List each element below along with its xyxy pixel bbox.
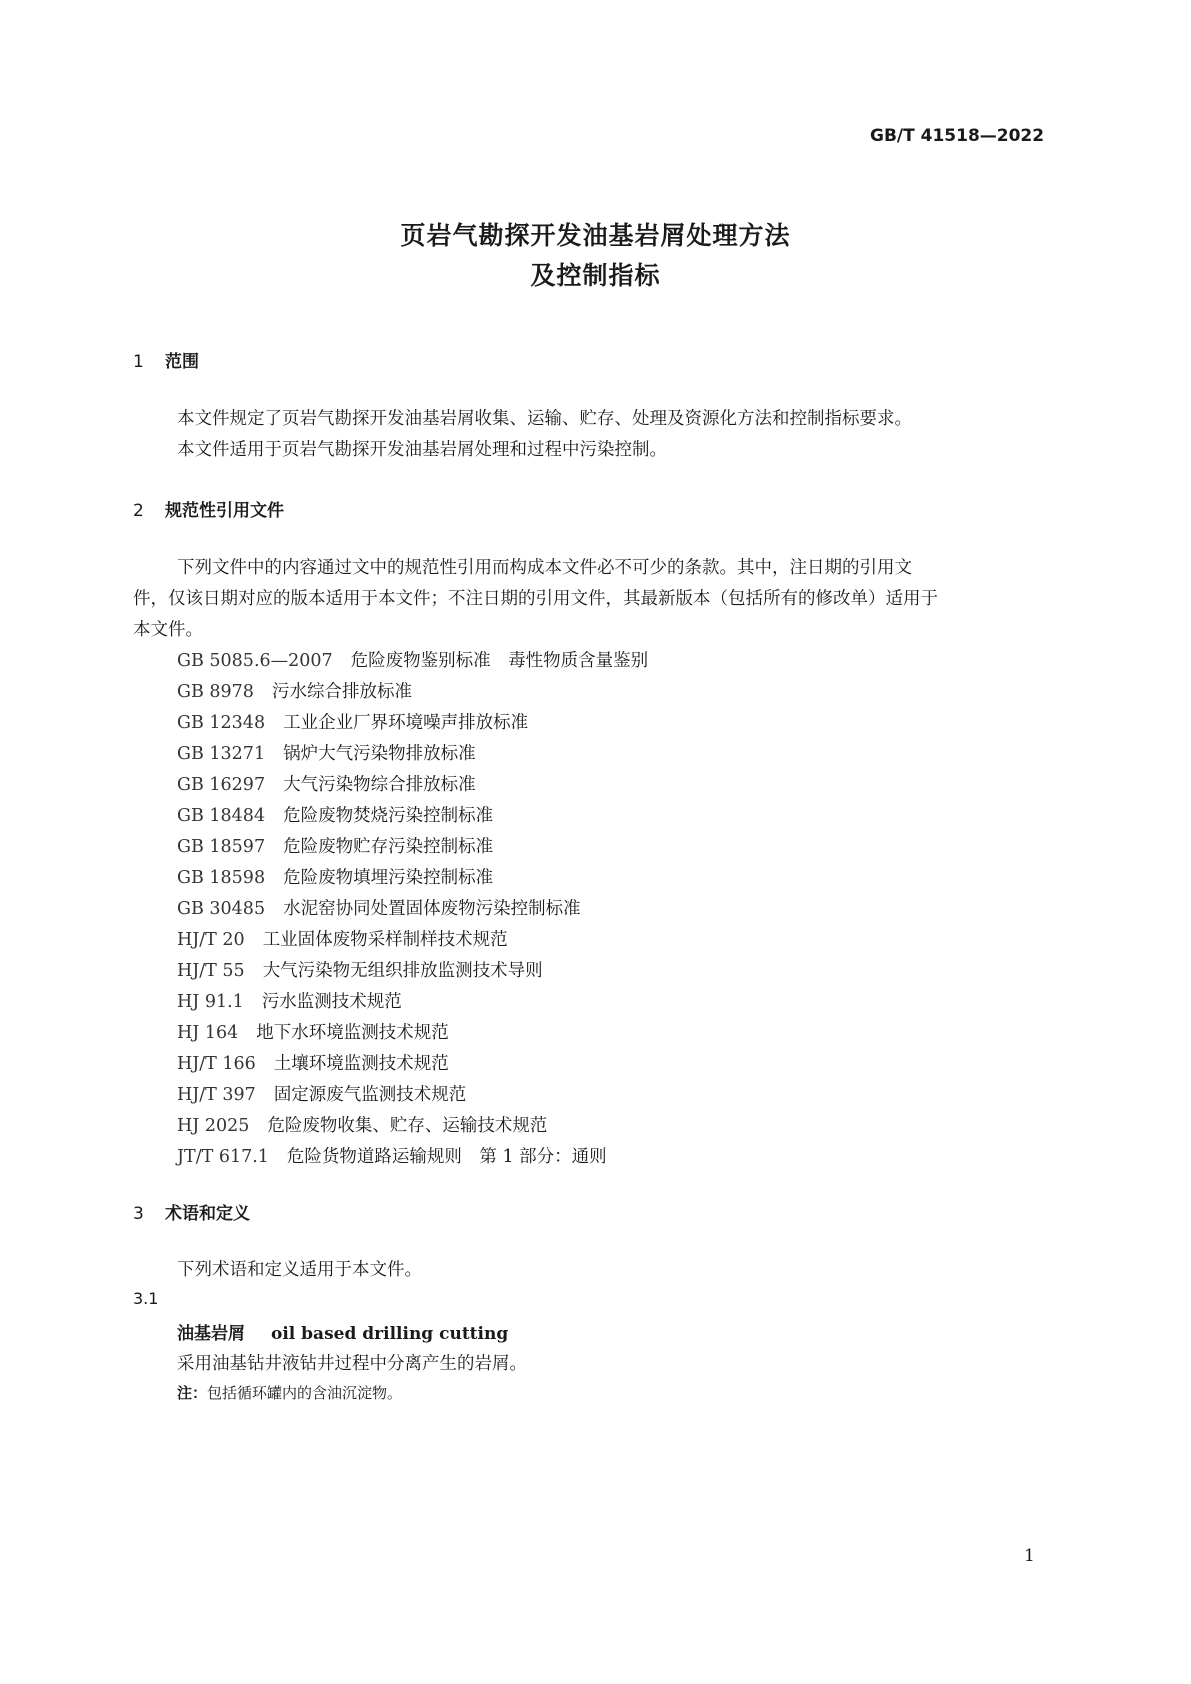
- reference-code: GB 18597: [177, 837, 266, 857]
- reference-code: GB 5085.6—2007: [177, 651, 333, 671]
- reference-code: GB 30485: [177, 899, 266, 919]
- term-name: [177, 1319, 508, 1344]
- section-2-intro-line-3: 本文件。: [133, 620, 203, 640]
- reference-code: GB 8978: [177, 682, 254, 702]
- note-text: 包括循环罐内的含油沉淀物。: [207, 1384, 403, 1402]
- section-title: 规范性引用文件: [165, 501, 284, 521]
- reference-item: [177, 926, 508, 951]
- reference-title: 污水综合排放标准: [271, 682, 412, 702]
- reference-item: [177, 740, 476, 765]
- reference-item: [177, 988, 402, 1013]
- reference-item: [177, 1112, 547, 1137]
- reference-title: 工业固体废物采样制样技术规范: [262, 930, 508, 950]
- reference-title: 污水监测技术规范: [261, 992, 402, 1012]
- reference-item: [177, 709, 528, 734]
- reference-title: 大气污染物无组织排放监测技术导则: [262, 961, 543, 981]
- document-title-line-2: 及控制指标: [530, 261, 661, 290]
- reference-code: GB 12348: [177, 713, 266, 733]
- reference-item: [177, 1050, 449, 1075]
- reference-title: 土壤环境监测技术规范: [273, 1054, 449, 1074]
- reference-title: 大气污染物综合排放标准: [283, 775, 476, 795]
- reference-item: [177, 864, 493, 889]
- reference-title: 危险废物焚烧污染控制标准: [283, 806, 494, 826]
- reference-title: 危险废物鉴别标准 毒性物质含量鉴别: [350, 651, 649, 671]
- reference-title: 危险废物贮存污染控制标准: [283, 837, 494, 857]
- section-number: 3: [133, 1204, 144, 1224]
- reference-code: HJ/T 20: [177, 930, 245, 950]
- section-title: 范围: [165, 352, 199, 372]
- section-2-intro-line-1: 下列文件中的内容通过文中的规范性引用而构成本文件必不可少的条款。其中，注日期的引用文: [177, 558, 912, 578]
- reference-title: 地下水环境监测技术规范: [256, 1023, 449, 1043]
- reference-code: GB 18484: [177, 806, 266, 826]
- reference-code: GB 16297: [177, 775, 266, 795]
- section-title: 术语和定义: [165, 1204, 250, 1224]
- reference-code: JT/T 617.1: [177, 1147, 269, 1167]
- reference-code: HJ/T 166: [177, 1054, 256, 1074]
- reference-title: 水泥窑协同处置固体废物污染控制标准: [283, 899, 581, 919]
- reference-code: GB 13271: [177, 744, 266, 764]
- reference-item: [177, 647, 648, 672]
- reference-item: [177, 895, 581, 920]
- page-number: 1: [1024, 1546, 1035, 1566]
- reference-item: [177, 771, 476, 796]
- term-name-en: oil based drilling cutting: [271, 1324, 509, 1344]
- standard-number: GB/T 41518—2022: [870, 126, 1045, 146]
- reference-code: HJ 2025: [177, 1116, 250, 1136]
- section-3-heading: [133, 1199, 250, 1224]
- section-3-intro: 下列术语和定义适用于本文件。: [177, 1260, 422, 1280]
- reference-code: GB 18598: [177, 868, 266, 888]
- reference-item: [177, 678, 412, 703]
- section-1-paragraph-1: 本文件规定了页岩气勘探开发油基岩屑收集、运输、贮存、处理及资源化方法和控制指标要求。: [177, 409, 912, 429]
- term-definition: 采用油基钻井液钻井过程中分离产生的岩屑。: [177, 1354, 527, 1374]
- term-name-zh: 油基岩屑: [177, 1324, 245, 1344]
- section-number: 2: [133, 501, 144, 521]
- note-label: 注：: [177, 1384, 208, 1402]
- section-number: 1: [133, 352, 144, 372]
- reference-code: HJ 91.1: [177, 992, 244, 1012]
- section-1-paragraph-2: 本文件适用于页岩气勘探开发油基岩屑处理和过程中污染控制。: [177, 440, 667, 460]
- reference-title: 锅炉大气污染物排放标准: [283, 744, 476, 764]
- document-title-line-1: 页岩气勘探开发油基岩屑处理方法: [400, 221, 791, 250]
- reference-item: [177, 833, 493, 858]
- reference-item: [177, 802, 493, 827]
- reference-code: HJ/T 55: [177, 961, 245, 981]
- reference-item: [177, 957, 543, 982]
- term-number: 3.1: [133, 1289, 159, 1308]
- reference-code: HJ 164: [177, 1023, 239, 1043]
- section-2-intro-line-2: 件，仅该日期对应的版本适用于本文件；不注日期的引用文件，其最新版本（包括所有的修改单）适用于: [133, 589, 938, 609]
- reference-title: 危险废物收集、贮存、运输技术规范: [267, 1116, 548, 1136]
- section-2-heading: [133, 496, 284, 521]
- reference-code: HJ/T 397: [177, 1085, 256, 1105]
- reference-title: 固定源废气监测技术规范: [273, 1085, 467, 1105]
- reference-title: 危险废物填埋污染控制标准: [283, 868, 494, 888]
- reference-title: 工业企业厂界环境噪声排放标准: [283, 713, 529, 733]
- reference-item: [177, 1081, 466, 1106]
- reference-title: 危险货物道路运输规则 第 1 部分：通则: [286, 1147, 607, 1167]
- term-note: [177, 1382, 402, 1403]
- section-1-heading: [133, 347, 199, 372]
- reference-item: [177, 1019, 449, 1044]
- reference-item: [177, 1143, 607, 1168]
